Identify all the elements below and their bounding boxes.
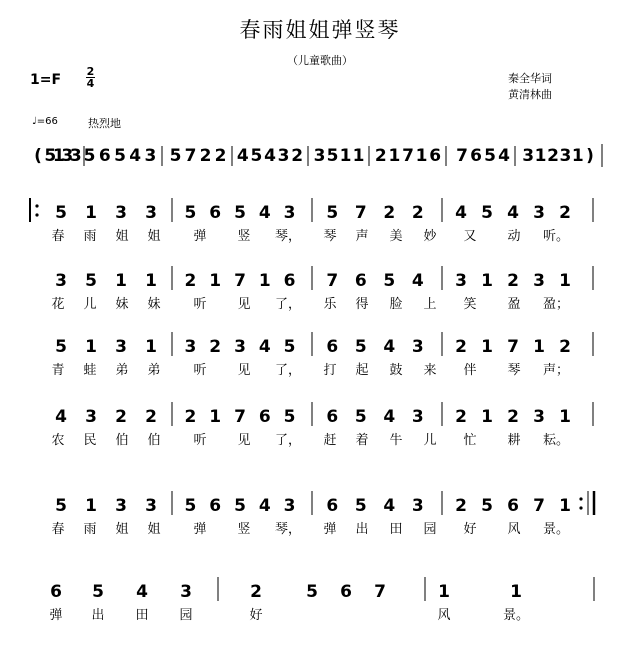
- lyric-syllable: 脸: [389, 297, 403, 312]
- note: 7: [374, 582, 386, 602]
- composer-credit: 黄清林曲: [508, 88, 552, 101]
- lyric-syllable: 雨: [83, 522, 97, 537]
- note: 5: [184, 496, 197, 516]
- note: 7: [326, 271, 339, 291]
- note: 6: [209, 496, 222, 516]
- lyric-syllable: 伯: [147, 433, 161, 448]
- intro-note: 7: [402, 146, 414, 166]
- intro-note: 3: [61, 146, 74, 166]
- intro-note: 2: [199, 146, 212, 166]
- lyric-syllable: 耕: [507, 433, 521, 448]
- note: 3: [533, 203, 545, 223]
- lyric-syllable: 琴，: [274, 522, 302, 537]
- lyricist-credit: 秦全华词: [508, 72, 552, 85]
- note: 5: [481, 496, 493, 516]
- note: 4: [258, 203, 271, 223]
- note: 5: [354, 496, 367, 516]
- lyric-syllable: 出: [355, 522, 369, 537]
- lyric-syllable: 动: [507, 229, 521, 244]
- note: 3: [85, 407, 97, 427]
- repeat-dot: [579, 497, 582, 500]
- lyric-syllable: 听: [193, 297, 207, 312]
- note: 5: [234, 203, 246, 223]
- note: 1: [481, 271, 493, 291]
- note: 2: [184, 407, 197, 427]
- note: 3: [455, 271, 467, 291]
- note: 6: [258, 407, 271, 427]
- note: 1: [145, 337, 157, 357]
- lyric-syllable: 姐: [115, 229, 129, 244]
- lyric-syllable: 弹: [193, 229, 207, 244]
- intro-note: 4: [129, 146, 142, 166]
- lyric-syllable: 弟: [115, 363, 129, 378]
- lyric-syllable: 伯: [115, 433, 129, 448]
- intro-note: 3: [69, 146, 82, 166]
- lyric-syllable: 赶: [323, 433, 337, 448]
- note: 2: [559, 203, 571, 223]
- time-signature-top: 2: [86, 65, 95, 78]
- note: 2: [184, 271, 197, 291]
- intro-note: 5: [326, 146, 339, 166]
- note: 4: [258, 496, 271, 516]
- lyric-syllable: 又: [463, 229, 477, 244]
- key-signature: 1=F: [30, 72, 62, 88]
- lyric-syllable: 上: [423, 297, 437, 312]
- lyric-syllable: 鼓: [389, 363, 403, 378]
- note: 4: [383, 337, 396, 357]
- intro-note: 5: [169, 146, 182, 166]
- note: 4: [55, 407, 67, 427]
- note: 3: [145, 203, 157, 223]
- note: 4: [383, 407, 396, 427]
- song-subtitle: （儿童歌曲）: [287, 54, 353, 67]
- intro-note: 1: [534, 146, 547, 166]
- note: 2: [507, 407, 519, 427]
- lyric-syllable: 儿: [83, 297, 97, 312]
- lyric-syllable: 风: [507, 522, 521, 537]
- lyric-syllable: 弹: [323, 522, 337, 537]
- intro-note: 5: [250, 146, 263, 166]
- lyric-syllable: 听: [193, 433, 207, 448]
- lyric-syllable: 伴: [463, 363, 477, 378]
- lyric-syllable: 盈: [507, 297, 521, 312]
- note: 5: [326, 203, 339, 223]
- lyric-syllable: 青: [51, 363, 65, 378]
- lyric-syllable: 园: [179, 608, 193, 623]
- note: 1: [85, 203, 97, 223]
- intro-note: 2: [291, 146, 304, 166]
- intro-note: 3: [559, 146, 572, 166]
- lyric-syllable: 风: [437, 608, 451, 623]
- lyric-syllable: 景。: [542, 522, 570, 537]
- intro-note: 5: [484, 146, 496, 166]
- note: 6: [50, 582, 62, 602]
- note: 3: [115, 203, 127, 223]
- note: 1: [85, 337, 97, 357]
- intro-note: 6: [98, 146, 111, 166]
- lyric-syllable: 牛: [389, 433, 403, 448]
- intro-note: 3: [144, 146, 157, 166]
- note: 5: [383, 271, 396, 291]
- note: 4: [258, 337, 271, 357]
- note: 2: [115, 407, 127, 427]
- note: 1: [481, 337, 493, 357]
- note: 5: [55, 496, 67, 516]
- note: 3: [184, 337, 197, 357]
- lyric-syllable: 弟: [147, 363, 161, 378]
- intro-note: 3: [313, 146, 326, 166]
- note: 3: [283, 496, 296, 516]
- lyric-syllable: 田: [389, 522, 403, 537]
- lyric-syllable: 盈；: [542, 297, 570, 312]
- lyric-syllable: 声；: [542, 363, 570, 378]
- intro-note: 6: [470, 146, 482, 166]
- note: 4: [136, 582, 148, 602]
- note: 7: [234, 407, 246, 427]
- note: 1: [115, 271, 127, 291]
- note: 4: [507, 203, 519, 223]
- note: 1: [258, 271, 271, 291]
- intro-note: 7: [456, 146, 468, 166]
- intro-note: 4: [498, 146, 510, 166]
- note: 2: [507, 271, 519, 291]
- note: 6: [326, 407, 339, 427]
- intro-note: 5: [83, 146, 96, 166]
- note: 6: [209, 203, 222, 223]
- lyric-syllable: 弹: [193, 522, 207, 537]
- intro-note: 2: [214, 146, 227, 166]
- lyric-syllable: 春: [51, 522, 65, 537]
- lyric-syllable: 听: [193, 363, 207, 378]
- lyric-syllable: 起: [355, 363, 369, 378]
- intro-note: 2: [547, 146, 559, 166]
- note: 3: [411, 407, 424, 427]
- note: 5: [85, 271, 97, 291]
- note: 5: [283, 407, 296, 427]
- lyric-syllable: 弹: [49, 608, 63, 623]
- lyric-syllable: 了，: [274, 363, 302, 378]
- note: 3: [115, 337, 127, 357]
- note: 3: [55, 271, 67, 291]
- note: 1: [559, 407, 571, 427]
- lyric-syllable: 打: [323, 363, 337, 378]
- lyric-syllable: 见: [237, 433, 251, 448]
- note: 2: [411, 203, 424, 223]
- note: 5: [55, 203, 67, 223]
- note: 5: [481, 203, 493, 223]
- lyric-syllable: 雨: [83, 229, 97, 244]
- note: 6: [340, 582, 352, 602]
- note: 3: [411, 496, 424, 516]
- lyric-syllable: 田: [135, 608, 149, 623]
- lyric-syllable: 园: [423, 522, 437, 537]
- note: 5: [234, 496, 246, 516]
- note: 2: [145, 407, 157, 427]
- note: 6: [507, 496, 519, 516]
- note: 2: [455, 407, 467, 427]
- note: 6: [283, 271, 296, 291]
- note: 7: [234, 271, 246, 291]
- note: 3: [180, 582, 192, 602]
- intro-note: 3: [277, 146, 290, 166]
- lyric-syllable: 见: [237, 363, 251, 378]
- intro-note: 2: [374, 146, 387, 166]
- expression-mark: 热烈地: [88, 117, 121, 130]
- note: 5: [306, 582, 318, 602]
- lyric-syllable: 儿: [423, 433, 437, 448]
- lyric-syllable: 景。: [502, 608, 530, 623]
- note: 5: [55, 337, 67, 357]
- lyric-syllable: 了，: [274, 297, 302, 312]
- time-signature-bottom: 4: [86, 77, 95, 90]
- intro-note: 5: [44, 146, 57, 166]
- note: 2: [455, 337, 467, 357]
- intro-note: 5: [114, 146, 126, 166]
- lyric-syllable: 见: [237, 297, 251, 312]
- lyric-syllable: 妙: [423, 229, 437, 244]
- note: 4: [411, 271, 424, 291]
- lyric-syllable: 好: [463, 522, 477, 537]
- note: 5: [283, 337, 296, 357]
- note: 1: [85, 496, 97, 516]
- lyric-syllable: 琴，: [274, 229, 302, 244]
- lyric-syllable: 竖: [237, 522, 251, 537]
- note: 6: [326, 496, 339, 516]
- note: 3: [533, 407, 545, 427]
- note: 3: [283, 203, 296, 223]
- lyric-syllable: 花: [51, 297, 65, 312]
- note: 1: [559, 271, 571, 291]
- lyric-syllable: 耘。: [542, 433, 570, 448]
- note: 1: [533, 337, 545, 357]
- note: 4: [383, 496, 396, 516]
- note: 6: [354, 271, 367, 291]
- note: 7: [533, 496, 545, 516]
- note: 7: [507, 337, 519, 357]
- lyric-syllable: 妹: [147, 297, 161, 312]
- note: 2: [455, 496, 467, 516]
- note: 3: [533, 271, 545, 291]
- note: 1: [209, 271, 222, 291]
- lyric-syllable: 声: [355, 229, 369, 244]
- note: 2: [559, 337, 571, 357]
- intro-note: 7: [184, 146, 197, 166]
- note: 5: [184, 203, 197, 223]
- note: 6: [326, 337, 339, 357]
- note: 3: [115, 496, 127, 516]
- lyric-syllable: 姐: [115, 522, 129, 537]
- lyric-syllable: 竖: [237, 229, 251, 244]
- lyric-syllable: 妹: [115, 297, 129, 312]
- intro-note: 3: [522, 146, 535, 166]
- lyric-syllable: 听。: [542, 229, 570, 244]
- lyric-syllable: 乐: [323, 297, 337, 312]
- note: 2: [209, 337, 222, 357]
- note: 1: [438, 582, 450, 602]
- lyric-syllable: 春: [51, 229, 65, 244]
- lyric-syllable: 姐: [147, 522, 161, 537]
- lyric-syllable: 民: [83, 433, 97, 448]
- note: 1: [481, 407, 493, 427]
- intro-note: 1: [415, 146, 428, 166]
- intro-note: 1: [339, 146, 352, 166]
- note: 5: [92, 582, 104, 602]
- song-title: 春雨姐姐弹竖琴: [239, 18, 401, 42]
- note: 1: [209, 407, 222, 427]
- paren-close: ): [586, 146, 594, 166]
- lyric-syllable: 着: [355, 433, 369, 448]
- lyric-syllable: 琴: [507, 363, 521, 378]
- note: 2: [250, 582, 262, 602]
- note: 7: [354, 203, 367, 223]
- intro-note: 1: [352, 146, 365, 166]
- tempo-mark: ♩=66: [32, 116, 58, 127]
- intro-note: 6: [429, 146, 442, 166]
- note: 1: [145, 271, 157, 291]
- intro-note: 4: [236, 146, 249, 166]
- intro-note: 1: [571, 146, 584, 166]
- intro-note: 1: [388, 146, 401, 166]
- intro-note: 1: [52, 146, 65, 166]
- lyric-syllable: 农: [51, 433, 65, 448]
- lyric-syllable: 笑: [463, 297, 477, 312]
- note: 5: [354, 337, 367, 357]
- note: 3: [411, 337, 424, 357]
- note: 3: [234, 337, 246, 357]
- lyric-syllable: 出: [91, 608, 105, 623]
- lyric-syllable: 好: [249, 608, 263, 623]
- repeat-dot: [35, 213, 38, 216]
- note: 4: [455, 203, 467, 223]
- repeat-dot: [579, 506, 582, 509]
- lyric-syllable: 来: [423, 363, 437, 378]
- lyric-syllable: 得: [355, 297, 369, 312]
- note: 2: [383, 203, 396, 223]
- note: 1: [559, 496, 571, 516]
- lyric-syllable: 美: [389, 229, 403, 244]
- repeat-dot: [35, 204, 38, 207]
- paren-open: (: [34, 146, 42, 166]
- intro-note: 4: [264, 146, 276, 166]
- lyric-syllable: 姐: [147, 229, 161, 244]
- note: 3: [145, 496, 157, 516]
- lyric-syllable: 蛙: [83, 363, 97, 378]
- lyric-syllable: 了，: [274, 433, 302, 448]
- note: 1: [510, 582, 522, 602]
- lyric-syllable: 忙: [463, 433, 477, 448]
- note: 5: [354, 407, 367, 427]
- lyric-syllable: 琴: [323, 229, 337, 244]
